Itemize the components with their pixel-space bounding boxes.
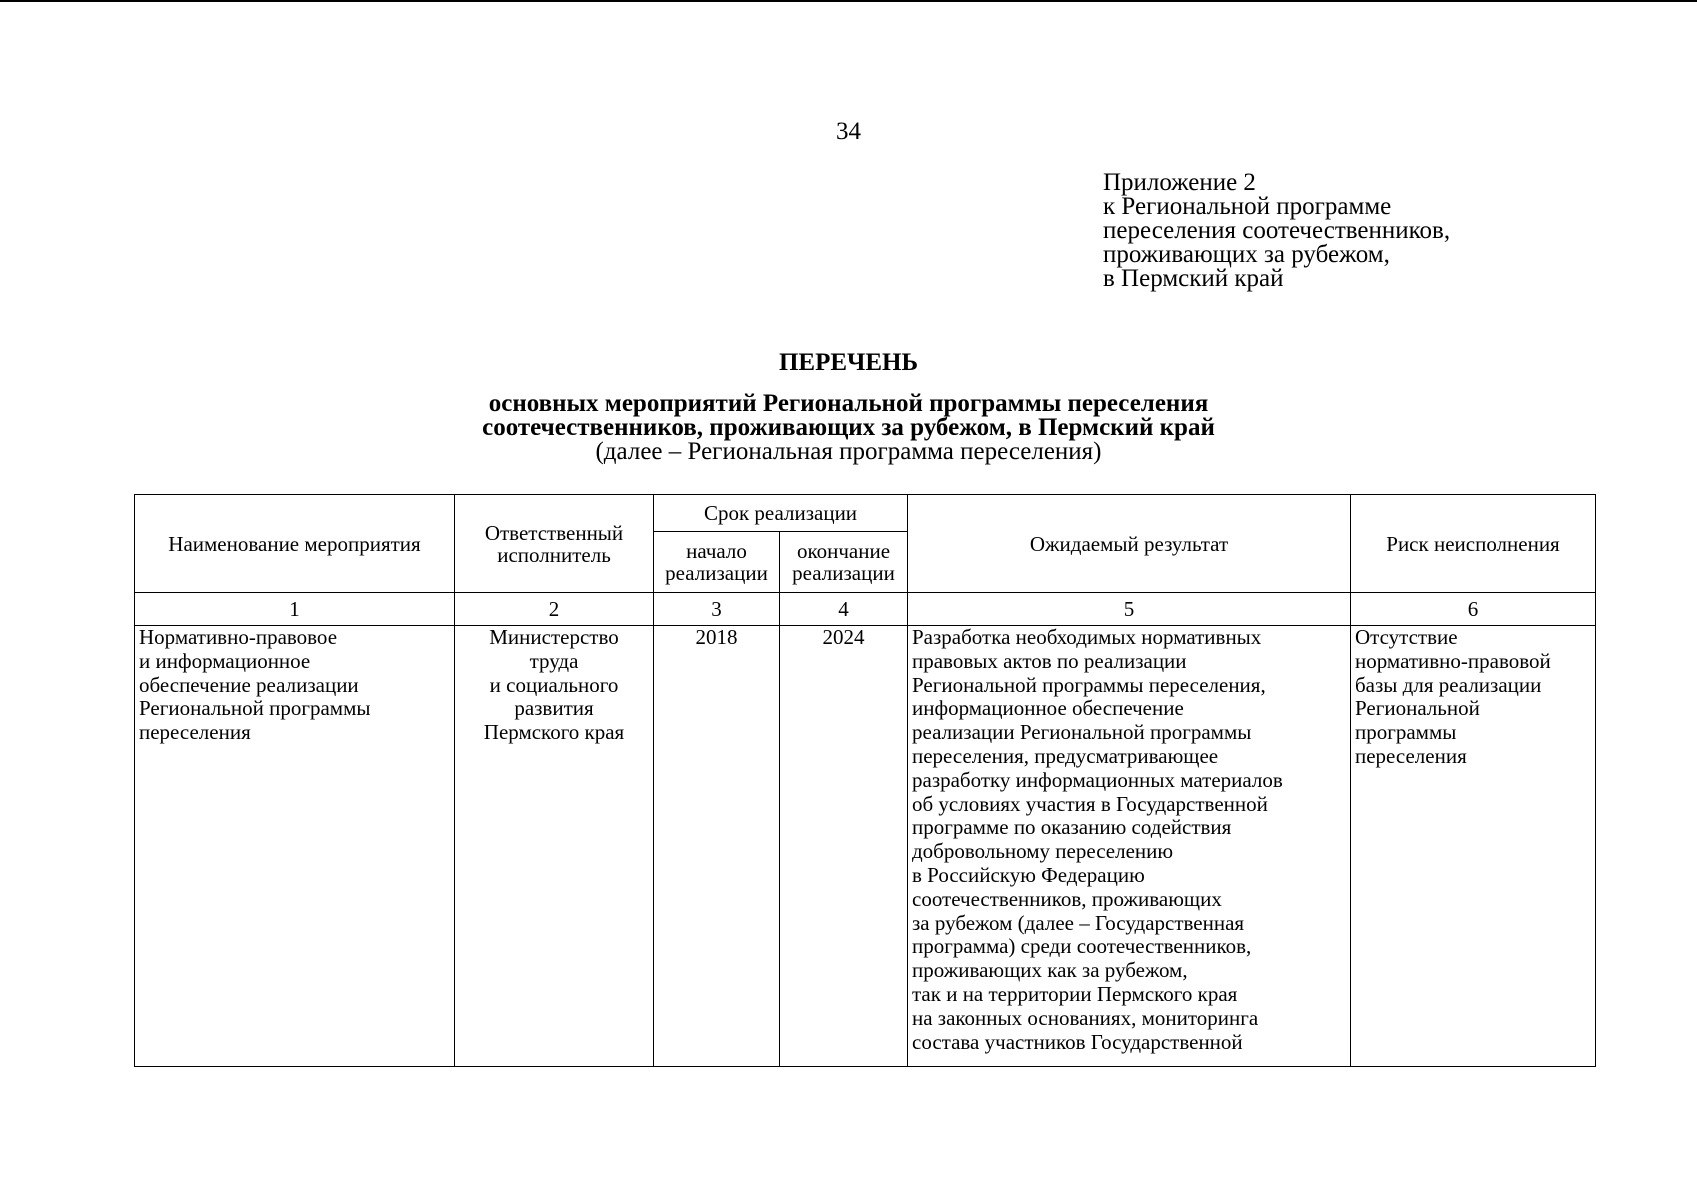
appendix-line: в Пермский край xyxy=(1103,265,1284,292)
cell-executor xyxy=(455,626,654,1067)
cell-line: добровольному переселению xyxy=(912,839,1174,864)
header-implementation-period: Срок реализации xyxy=(654,495,908,532)
cell-line: проживающих как за рубежом, xyxy=(912,958,1188,983)
cell-line: программе по оказанию содействия xyxy=(912,815,1232,840)
cell-line: Региональной программы переселения, xyxy=(912,672,1266,697)
appendix-line: Приложение 2 xyxy=(1103,169,1256,196)
cell-line: правовых актов по реализации xyxy=(912,648,1187,673)
subtitle-line: соотечественников, проживающих за рубежом, в Пермский край xyxy=(482,414,1215,441)
top-border-line xyxy=(0,0,1697,2)
cell-line: и информационное xyxy=(139,648,311,673)
header-line: исполнитель xyxy=(497,542,611,567)
cell-line: и социального xyxy=(489,672,619,697)
appendix-line: к Региональной программе xyxy=(1103,193,1392,220)
cell-line: программа) среди соотечественников, xyxy=(912,934,1252,959)
cell-activity-name xyxy=(135,626,455,1067)
cell-line: базы для реализации xyxy=(1355,672,1542,697)
cell-line: соотечественников, проживающих xyxy=(912,886,1222,911)
cell-line: об условиях участия в Государственной xyxy=(912,791,1268,816)
cell-line: на законных основаниях, мониторинга xyxy=(912,1005,1259,1030)
cell-start-year: 2018 xyxy=(654,626,780,1067)
appendix-line: проживающих за рубежом, xyxy=(1103,241,1390,268)
cell-line: Отсутствие xyxy=(1355,625,1458,649)
cell-line: состава участников Государственной xyxy=(912,1029,1243,1054)
header-expected-result: Ожидаемый результат xyxy=(908,495,1351,593)
column-number: 4 xyxy=(780,593,908,626)
header-non-execution-risk: Риск неисполнения xyxy=(1351,495,1596,593)
header-line: окончание xyxy=(796,539,891,563)
document-title: ПЕРЕЧЕНЬ xyxy=(778,349,919,376)
cell-line: переселения, предусматривающее xyxy=(912,743,1219,768)
header-start xyxy=(654,532,780,593)
header-activity-name: Наименование мероприятия xyxy=(135,495,455,593)
cell-line: Разработка необходимых нормативных xyxy=(912,625,1262,649)
header-line: Ответственный xyxy=(484,520,624,545)
cell-line: так и на территории Пермского края xyxy=(912,981,1238,1006)
cell-line: труда xyxy=(529,648,579,673)
table-row xyxy=(135,626,1596,1067)
appendix-line: переселения соотечественников, xyxy=(1103,217,1451,244)
cell-line: Министерство xyxy=(489,625,619,649)
header-responsible-executor xyxy=(455,495,654,593)
cell-risk xyxy=(1351,626,1596,1067)
cell-line: переселения xyxy=(139,720,251,745)
cell-line: программы xyxy=(1355,720,1457,745)
column-number: 3 xyxy=(654,593,780,626)
cell-line: информационное обеспечение xyxy=(912,696,1184,721)
column-number-row xyxy=(135,593,1596,626)
subtitle-line: основных мероприятий Региональной программы переселения xyxy=(488,390,1209,417)
appendix-reference xyxy=(1103,171,1450,291)
cell-line: нормативно-правовой xyxy=(1355,648,1551,673)
cell-line: переселения xyxy=(1355,743,1467,768)
cell-line: обеспечение реализации xyxy=(139,672,359,697)
header-line: начало xyxy=(686,539,747,563)
page-number: 34 xyxy=(836,118,861,145)
column-number: 1 xyxy=(135,593,455,626)
cell-line: Региональной xyxy=(1355,696,1480,721)
column-number: 2 xyxy=(455,593,654,626)
cell-line: развития xyxy=(514,696,594,721)
cell-line: в Российскую Федерацию xyxy=(912,862,1145,887)
cell-line: реализации Региональной программы xyxy=(912,720,1252,745)
header-line: реализации xyxy=(792,561,895,585)
document-title-note: (далее – Региональная программа переселения) xyxy=(595,438,1102,465)
cell-line: за рубежом (далее – Государственная xyxy=(912,910,1245,935)
column-number: 6 xyxy=(1351,593,1596,626)
cell-expected-result xyxy=(908,626,1351,1067)
cell-line: Региональной программы xyxy=(139,696,371,721)
cell-line: разработку информационных материалов xyxy=(912,767,1283,792)
cell-line: Пермского края xyxy=(483,720,625,745)
document-subtitle xyxy=(0,392,1697,440)
column-number: 5 xyxy=(908,593,1351,626)
measures-table xyxy=(134,494,1596,1067)
cell-end-year: 2024 xyxy=(780,626,908,1067)
header-end xyxy=(780,532,908,593)
cell-line: Нормативно-правовое xyxy=(139,625,338,649)
document-title-block xyxy=(0,348,1697,464)
header-line: реализации xyxy=(665,561,768,585)
